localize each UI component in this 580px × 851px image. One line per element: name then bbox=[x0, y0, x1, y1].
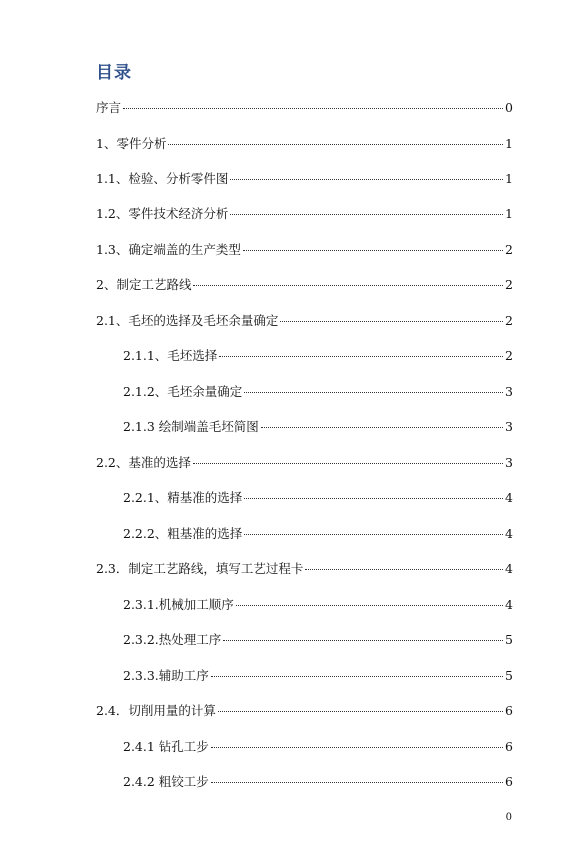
toc-entry[interactable] bbox=[96, 559, 513, 579]
dot-leader bbox=[230, 179, 503, 180]
toc-entry-label: 2.4.1 钻孔工步 bbox=[123, 739, 209, 754]
toc-entry[interactable] bbox=[123, 630, 513, 650]
toc-entry[interactable] bbox=[96, 98, 513, 118]
toc-entry-label: 1.3、确定端盖的生产类型 bbox=[96, 242, 241, 257]
toc-entry[interactable] bbox=[96, 453, 513, 473]
toc-entry-page: 5 bbox=[505, 632, 513, 647]
toc-entry-label: 1、零件分析 bbox=[96, 136, 167, 151]
toc-entry[interactable] bbox=[96, 275, 513, 295]
toc-entry-page: 2 bbox=[505, 313, 513, 328]
toc-entry-label: 2.3.1.机械加工顺序 bbox=[123, 597, 234, 612]
toc-entry-page: 3 bbox=[505, 419, 513, 434]
dot-leader bbox=[236, 605, 503, 606]
toc-entry[interactable] bbox=[123, 737, 513, 757]
toc-entry-page: 4 bbox=[505, 526, 513, 541]
dot-leader bbox=[244, 392, 503, 393]
dot-leader bbox=[223, 640, 503, 641]
toc-entry[interactable] bbox=[123, 524, 513, 544]
toc-entry[interactable] bbox=[96, 134, 513, 154]
footer-page-number: 0 bbox=[505, 812, 512, 823]
toc-entry-page: 2 bbox=[505, 277, 513, 292]
toc-entry-label: 2.2.2、粗基准的选择 bbox=[123, 526, 243, 541]
toc-entry-page: 1 bbox=[505, 206, 513, 221]
toc-entry[interactable] bbox=[96, 169, 513, 189]
toc-entry-label: 序言 bbox=[96, 100, 122, 115]
dot-leader bbox=[218, 711, 503, 712]
toc-entry-page: 4 bbox=[505, 597, 513, 612]
dot-leader bbox=[244, 498, 503, 499]
toc-entry-page: 6 bbox=[505, 739, 513, 754]
toc-entry-page: 2 bbox=[505, 348, 513, 363]
dot-leader bbox=[243, 250, 503, 251]
dot-leader bbox=[305, 569, 503, 570]
toc-entry-page: 0 bbox=[505, 100, 513, 115]
dot-leader bbox=[261, 427, 503, 428]
toc-entry-page: 6 bbox=[505, 703, 513, 718]
toc-entry-label: 2.2、基准的选择 bbox=[96, 455, 191, 470]
toc-entry-label: 2.1.2、毛坯余量确定 bbox=[123, 384, 243, 399]
toc-entry[interactable] bbox=[96, 204, 513, 224]
toc-entry[interactable] bbox=[123, 488, 513, 508]
toc-entry-label: 2.2.1、精基准的选择 bbox=[123, 490, 243, 505]
dot-leader bbox=[193, 463, 503, 464]
toc-entry[interactable] bbox=[96, 701, 513, 721]
toc-entry-label: 2.3．制定工艺路线，填写工艺过程卡 bbox=[96, 561, 304, 576]
dot-leader bbox=[211, 747, 503, 748]
toc-entry-label: 2.3.2.热处理工序 bbox=[123, 632, 222, 647]
toc-entry[interactable] bbox=[123, 595, 513, 615]
toc-entry[interactable] bbox=[123, 382, 513, 402]
toc-entry-page: 5 bbox=[505, 668, 513, 683]
toc-entry-page: 4 bbox=[505, 561, 513, 576]
toc-entry-page: 1 bbox=[505, 171, 513, 186]
toc-entry-label: 2、制定工艺路线 bbox=[96, 277, 192, 292]
toc-entry-label: 2.4.2 粗铰工步 bbox=[123, 774, 209, 789]
dot-leader bbox=[123, 108, 503, 109]
toc-entry-label: 2.1.1、毛坯选择 bbox=[123, 348, 218, 363]
dot-leader bbox=[168, 144, 503, 145]
toc-entry-label: 2.4．切削用量的计算 bbox=[96, 703, 216, 718]
toc-entry-page: 2 bbox=[505, 242, 513, 257]
dot-leader bbox=[280, 321, 503, 322]
dot-leader bbox=[211, 782, 503, 783]
toc-entry-page: 3 bbox=[505, 455, 513, 470]
toc-entry[interactable] bbox=[96, 311, 513, 331]
toc-entry-label: 1.1、检验、分析零件图 bbox=[96, 171, 229, 186]
dot-leader bbox=[230, 214, 503, 215]
toc-entry-label: 2.3.3.辅助工序 bbox=[123, 668, 209, 683]
toc-entry-label: 2.1、毛坯的选择及毛坯余量确定 bbox=[96, 313, 279, 328]
dot-leader bbox=[219, 356, 503, 357]
page-title: 目录 bbox=[96, 63, 132, 83]
toc-entry-page: 1 bbox=[505, 136, 513, 151]
toc-entry-page: 4 bbox=[505, 490, 513, 505]
toc-entry-page: 3 bbox=[505, 384, 513, 399]
toc-entry[interactable] bbox=[123, 346, 513, 366]
toc-entry[interactable] bbox=[123, 666, 513, 686]
dot-leader bbox=[244, 534, 503, 535]
toc-entry[interactable] bbox=[123, 417, 513, 437]
toc-entry-page: 6 bbox=[505, 774, 513, 789]
toc-entry[interactable] bbox=[123, 772, 513, 792]
toc-entry[interactable] bbox=[96, 240, 513, 260]
dot-leader bbox=[211, 676, 503, 677]
toc-entry-label: 1.2、零件技术经济分析 bbox=[96, 206, 229, 221]
dot-leader bbox=[193, 285, 503, 286]
toc-entry-label: 2.1.3 绘制端盖毛坯简图 bbox=[123, 419, 259, 434]
